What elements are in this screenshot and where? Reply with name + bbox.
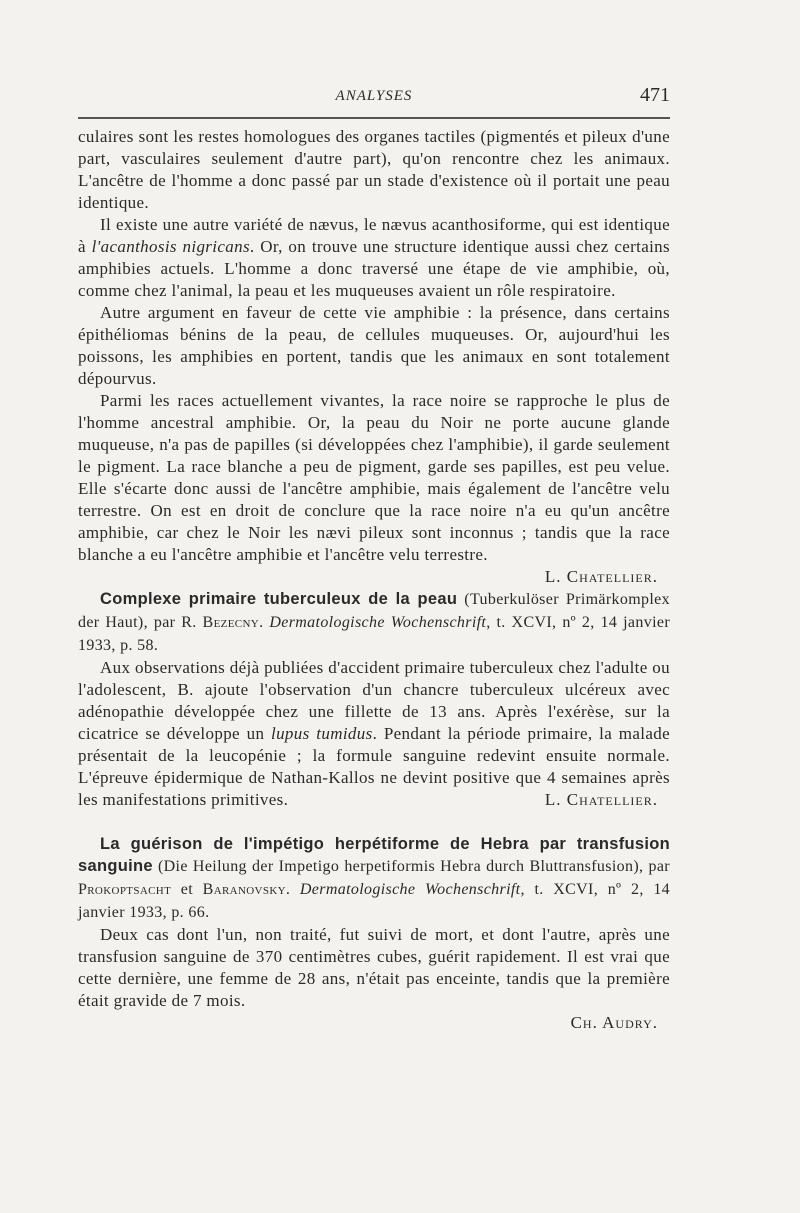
header-rule <box>78 117 670 119</box>
article2-author2: Baranovsky <box>202 881 286 898</box>
article1-sub-a: (Tuberkulöser Primärkomplex der Haut), par R. <box>78 591 670 631</box>
signature-3: Ch. Audry. <box>570 1013 658 1032</box>
p2-text-a: Il existe une autre variété de nævus, le nævus acanthosiforme, qui est identique à <box>78 215 670 256</box>
article2-heading <box>78 833 670 924</box>
signature-2: L. Chatellier. <box>544 790 658 809</box>
p2-italic: l'acanthosis nigricans <box>91 237 250 256</box>
paragraph-4: Parmi les races actuellement vivantes, la race noire se rapproche le plus de l'homme ancestral amphibie. Or, la peau du Noir ne porte aucune glande muqueuse, n'a pas de papilles (si développées chez l'amphibie), il garde seulement le pigment. La race blanche a peu de pigment, garde ses papilles, est peu velue. Elle s'écarte donc aussi de l'ancêtre amphibie, mais également de l'ancêtre velu terrestre. On est en droit de conclure que la race noire n'a eu qu'un ancêtre amphibie, car chez le Noir les nævi pileux sont inconnus ; tandis que la race blanche a eu l'ancêtre amphibie et l'ancêtre velu terrestre. <box>78 391 670 564</box>
article1-sub-b: . <box>259 614 270 631</box>
p2-text-b: . Or, on trouve une structure identique aussi chez certains amphibies actuels. L'homme a donc traversé une étape de vie amphibie, où, comme chez l'animal, la peau et les muqueuses avaient un rôle respiratoire. <box>78 237 670 300</box>
article2-title: La guérison de l'impétigo herpétiforme de Hebra par transfusion sanguine <box>78 835 670 875</box>
article2-body: Deux cas dont l'un, non traité, fut suivi de mort, et dont l'autre, après une transfusion sanguine de 370 centimètres cubes, guérit rapidement. Il est vrai que cette dernière, une femme de 28 ans, n'était pas enceinte, tandis que la première était gravide de 7 mois. <box>78 925 670 1010</box>
paragraph-2 <box>78 214 670 302</box>
signature-1: L. Chatellier. <box>544 567 658 586</box>
paragraph-1: culaires sont les restes homologues des organes tactiles (pigmentés et pileux d'une part, vasculaires seulement d'autre part), qu'on rencontre chez les animaux. L'ancêtre de l'homme a donc passé par un stade d'existence où il portait une peau identique. <box>78 127 670 212</box>
running-title: ANALYSES <box>335 88 413 104</box>
article2-author1: Prokoptsacht <box>78 881 172 898</box>
article1-body-italic: lupus tumidus <box>271 724 373 743</box>
running-head <box>78 84 670 110</box>
article1-title: Complexe primaire tuberculeux de la peau <box>100 590 458 608</box>
article1-body-b: . Pendant la période primaire, la malade présentait de la leucopénie ; la formule sanguine redevint ensuite normale. L'épreuve épidermique de Nathan-Kallos ne devint positive que 4 semaines après les manifestations primitives. <box>78 724 670 809</box>
article2-journal: Dermatologische Wochenschrift <box>299 881 521 898</box>
article2-sub-b: . <box>285 881 300 898</box>
article2-sub-and: et <box>171 881 203 898</box>
article1-journal: Dermatologische Wochenschrift <box>269 614 487 631</box>
article2-sub-c: , t. XCVI, nº 2, 14 janvier 1933, p. 66. <box>78 881 671 921</box>
article1-sub-c: , t. XCVI, nº 2, 14 janvier 1933, p. 58. <box>78 614 671 654</box>
article1-body-a: Aux observations déjà publiées d'accident primaire tuberculeux chez l'adulte ou l'adolescent, B. ajoute l'observation d'un chancre tuberculeux ulcéreux avec adénopathie développée chez une fillette de 13 ans. Après l'exérèse, sur la cicatrice se développe un <box>78 658 670 743</box>
page-number: 471 <box>640 84 670 106</box>
body-text <box>78 126 670 1034</box>
article1-body <box>78 657 670 811</box>
paragraph-3: Autre argument en faveur de cette vie amphibie : la présence, dans certains épithéliomas bénins de la peau, de cellules muqueuses. Or, aujourd'hui les poissons, les amphibies en portent, tandis que les animaux en sont totalement dépourvus. <box>78 303 670 388</box>
article1-heading <box>78 588 670 657</box>
article2-sub-a: (Die Heilung der Impetigo herpetiformis Hebra durch Bluttransfusion), par <box>152 858 670 875</box>
article1-author: Bezecny <box>202 614 260 631</box>
